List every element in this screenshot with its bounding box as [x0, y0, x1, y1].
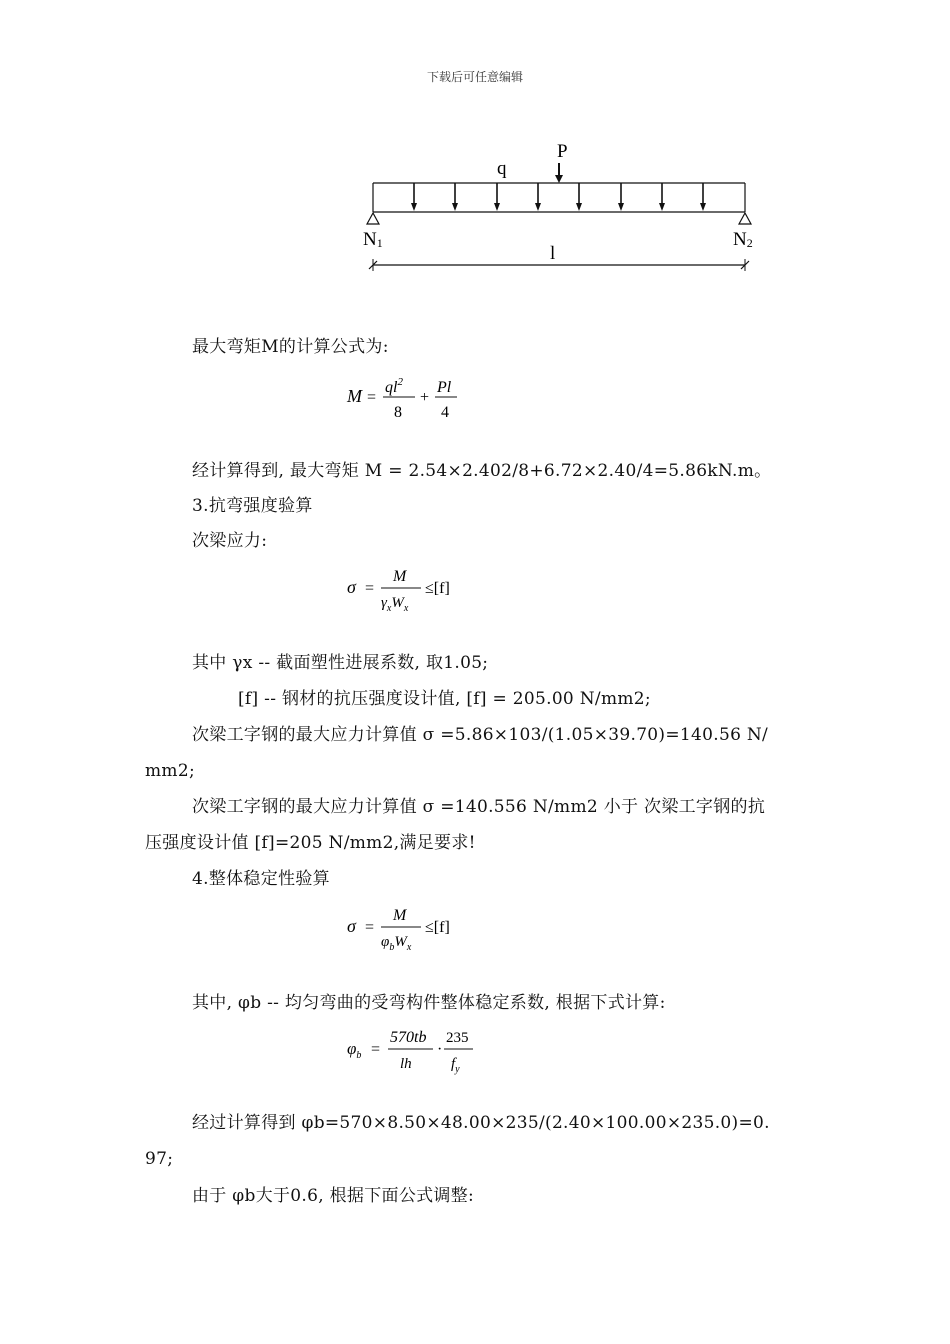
svg-text:235: 235	[446, 1030, 469, 1046]
stability-formula	[345, 902, 485, 956]
phi-b-definition: 其中, φb -- 均匀弯曲的受弯构件整体稳定系数, 根据下式计算:	[192, 993, 666, 1013]
svg-text:=: =	[365, 580, 375, 597]
right-support-icon	[739, 213, 751, 224]
svg-text:M: M	[393, 907, 407, 924]
svg-text:σ: σ	[347, 916, 356, 936]
svg-text:M: M	[347, 386, 362, 406]
load-arrow-head	[494, 203, 500, 211]
section-heading-stability: 4.整体稳定性验算	[192, 869, 330, 889]
left-support-icon	[367, 213, 379, 224]
svg-text:lh: lh	[400, 1056, 412, 1072]
svg-text:σ: σ	[347, 577, 356, 597]
distributed-load-arrows	[411, 183, 706, 211]
f-definition: [f] -- 钢材的抗压强度设计值, [f] = 205.00 N/mm2;	[238, 689, 651, 709]
load-arrow-head	[535, 203, 541, 211]
distributed-load-label: q	[497, 158, 507, 179]
stress-check: 次梁工字钢的最大应力计算值 σ =140.556 N/mm2 小于 次梁工字钢的抗	[192, 797, 766, 817]
svg-text:=: =	[365, 919, 375, 936]
svg-text:+: +	[420, 389, 430, 406]
svg-text:fy: $f_y$	[451, 1056, 460, 1075]
load-arrow-head	[659, 203, 665, 211]
beam-diagram	[355, 135, 765, 280]
phi-b-result-cont: 97;	[145, 1149, 174, 1169]
svg-text:γxWx: $\gamma_xW_x$	[381, 595, 409, 614]
phi-b-formula	[345, 1024, 485, 1080]
svg-text:570tb: 570tb	[390, 1029, 427, 1046]
right-support-label: N2	[733, 229, 753, 250]
svg-text:=: =	[371, 1041, 381, 1058]
svg-text:φbWx: $\varphi_bW_x$	[381, 934, 412, 953]
svg-text:ql2: $ql^2$	[385, 376, 403, 396]
load-arrow-head	[411, 203, 417, 211]
svg-text:4: 4	[441, 404, 449, 421]
load-arrow-head	[452, 203, 458, 211]
left-support-label: N1	[363, 229, 383, 250]
phi-b-adjustment: 由于 φb大于0.6, 根据下面公式调整:	[192, 1186, 475, 1206]
moment-formula	[345, 372, 475, 424]
span-label: l	[550, 243, 556, 264]
load-arrow-head	[700, 203, 706, 211]
svg-text:φb: $\varphi_b$	[347, 1039, 362, 1061]
beam-stress-label: 次梁应力:	[192, 531, 268, 551]
point-load-label: P	[557, 141, 568, 162]
svg-text:·: ·	[437, 1041, 443, 1058]
svg-text:Pl: Pl	[437, 379, 452, 396]
max-stress-calc-cont: mm2;	[145, 761, 195, 781]
stress-formula	[345, 563, 485, 617]
max-stress-calc: 次梁工字钢的最大应力计算值 σ =5.86×103/(1.05×39.70)=140.56 N/	[192, 725, 769, 745]
svg-text:8: 8	[394, 404, 402, 421]
page-header: 下载后可任意编辑	[426, 70, 523, 84]
point-load-arrow	[555, 175, 563, 183]
moment-formula-intro: 最大弯矩M的计算公式为:	[192, 337, 389, 357]
svg-text:=: =	[367, 389, 377, 406]
section-heading-bending: 3.抗弯强度验算	[192, 496, 313, 516]
phi-b-result: 经过计算得到 φb=570×8.50×48.00×235/(2.40×100.00×235.0)=0.	[192, 1113, 770, 1133]
svg-text:≤[f]: ≤[f]	[425, 580, 450, 597]
load-arrow-head	[576, 203, 582, 211]
gamma-x-definition: 其中 γx -- 截面塑性进展系数, 取1.05;	[192, 653, 489, 673]
load-arrow-head	[618, 203, 624, 211]
max-moment-result: 经计算得到, 最大弯矩 M = 2.54×2.402/8+6.72×2.40/4=5.86kN.m。	[192, 461, 772, 481]
stress-check-cont: 压强度设计值 [f]=205 N/mm2,满足要求!	[145, 833, 476, 853]
svg-text:≤[f]: ≤[f]	[425, 919, 450, 936]
svg-text:M: M	[393, 568, 407, 585]
